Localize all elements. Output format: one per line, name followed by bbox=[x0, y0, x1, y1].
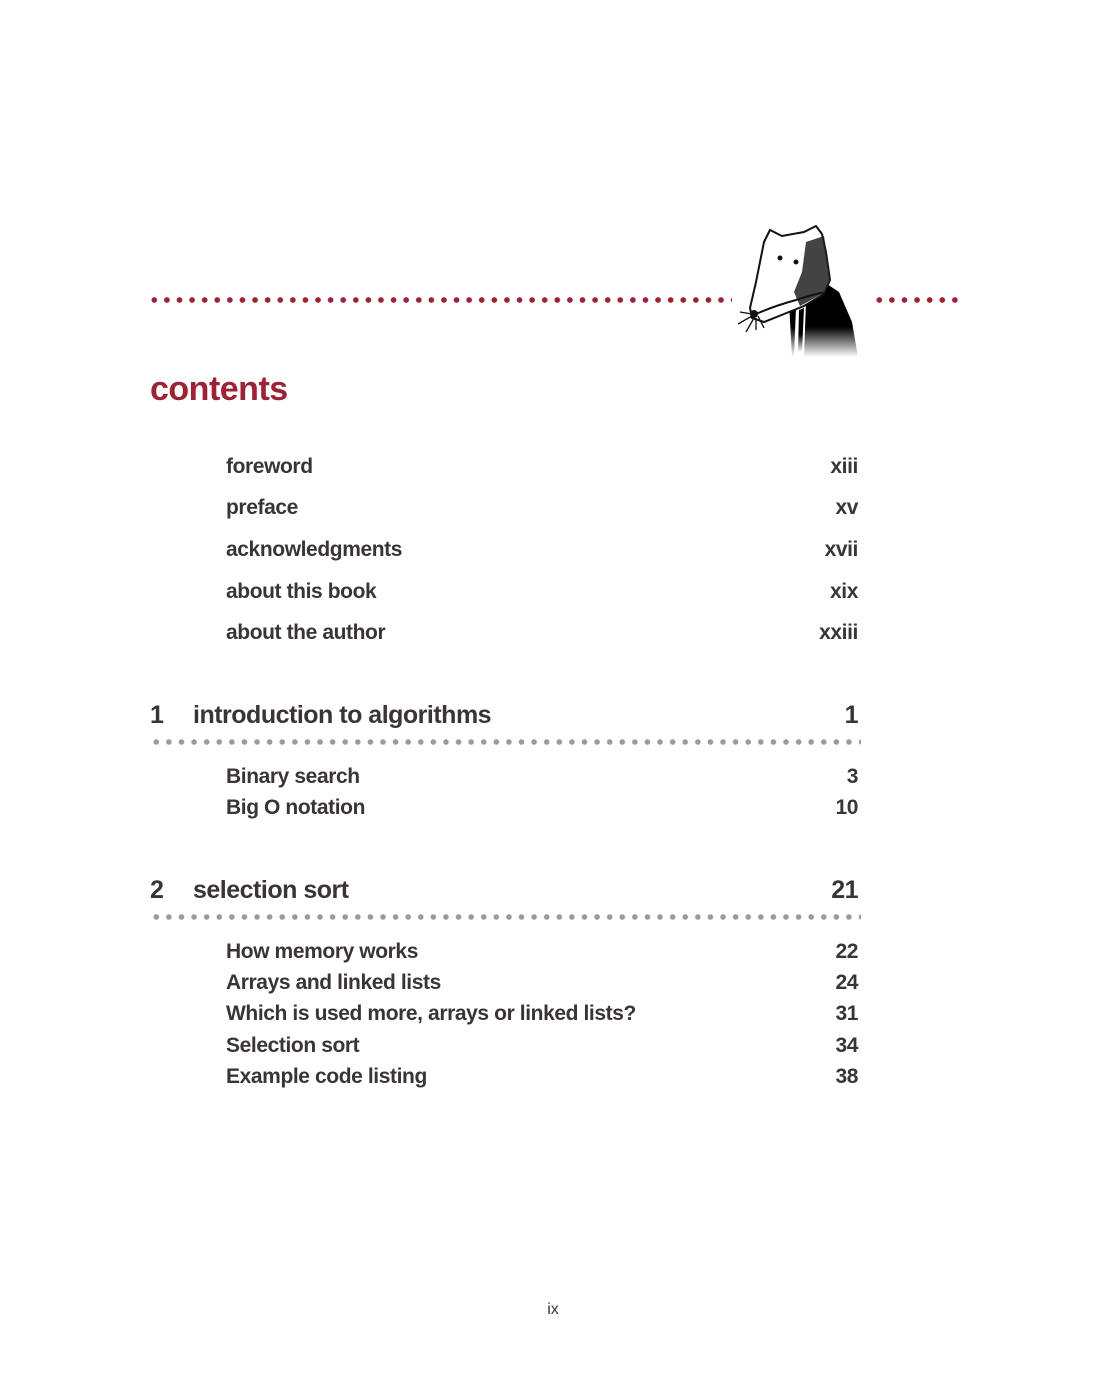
toc-entry-label: Selection sort bbox=[226, 1034, 360, 1057]
toc-section-example-code-listing[interactable] bbox=[226, 1065, 858, 1089]
chapter-number: 1 bbox=[150, 701, 164, 729]
chapter-title: selection sort bbox=[193, 876, 349, 904]
toc-entry-label: preface bbox=[226, 496, 298, 519]
chapter-page: 21 bbox=[831, 876, 858, 904]
header-dotted-rule-left bbox=[148, 297, 732, 303]
toc-entry-page: xvii bbox=[824, 538, 858, 561]
toc-entry-preface[interactable] bbox=[226, 496, 858, 520]
toc-entry-page: 10 bbox=[835, 796, 858, 819]
toc-section-binary-search[interactable] bbox=[226, 765, 858, 789]
toc-entry-page: 22 bbox=[835, 940, 858, 963]
rat-in-suit-icon bbox=[734, 222, 864, 362]
toc-entry-page: xiii bbox=[830, 455, 858, 478]
toc-entry-label: foreword bbox=[226, 455, 313, 478]
toc-entry-acknowledgments[interactable] bbox=[226, 538, 858, 562]
toc-entry-label: How memory works bbox=[226, 940, 418, 963]
toc-entry-label: Big O notation bbox=[226, 796, 366, 819]
toc-entry-page: 24 bbox=[835, 971, 858, 994]
toc-section-which-is-used-more[interactable] bbox=[226, 1002, 858, 1026]
chapter-number: 2 bbox=[150, 876, 164, 904]
toc-section-arrays-and-linked-lists[interactable] bbox=[226, 971, 858, 995]
toc-entry-label: acknowledgments bbox=[226, 538, 403, 561]
toc-entry-page: 38 bbox=[835, 1065, 858, 1088]
toc-entry-page: xv bbox=[835, 496, 858, 519]
toc-chapter-2[interactable] bbox=[150, 876, 858, 905]
toc-entry-page: 3 bbox=[846, 765, 858, 788]
page-title: contents bbox=[150, 370, 288, 408]
toc-entry-page: 34 bbox=[835, 1034, 858, 1057]
toc-entry-about-the-author[interactable] bbox=[226, 621, 858, 645]
toc-entry-label: Which is used more, arrays or linked lists? bbox=[226, 1002, 636, 1025]
header-dotted-rule-right bbox=[873, 297, 959, 303]
toc-section-how-memory-works[interactable] bbox=[226, 940, 858, 964]
toc-entry-about-this-book[interactable] bbox=[226, 580, 858, 604]
toc-entry-label: Arrays and linked lists bbox=[226, 971, 441, 994]
toc-entry-page: xxiii bbox=[819, 621, 858, 644]
toc-section-big-o-notation[interactable] bbox=[226, 796, 858, 820]
toc-entry-page: xix bbox=[830, 580, 858, 603]
toc-entry-label: about this book bbox=[226, 580, 377, 603]
toc-entry-foreword[interactable] bbox=[226, 455, 858, 479]
toc-entry-label: Example code listing bbox=[226, 1065, 427, 1088]
toc-section-selection-sort[interactable] bbox=[226, 1034, 858, 1058]
toc-entry-label: Binary search bbox=[226, 765, 360, 788]
chapter-divider bbox=[150, 914, 861, 920]
toc-entry-label: about the author bbox=[226, 621, 386, 644]
chapter-title: introduction to algorithms bbox=[193, 701, 492, 729]
page-number: ix bbox=[547, 1301, 559, 1318]
chapter-page: 1 bbox=[844, 701, 858, 729]
toc-entry-page: 31 bbox=[835, 1002, 858, 1025]
toc-chapter-1[interactable] bbox=[150, 701, 858, 730]
chapter-divider bbox=[150, 739, 861, 745]
